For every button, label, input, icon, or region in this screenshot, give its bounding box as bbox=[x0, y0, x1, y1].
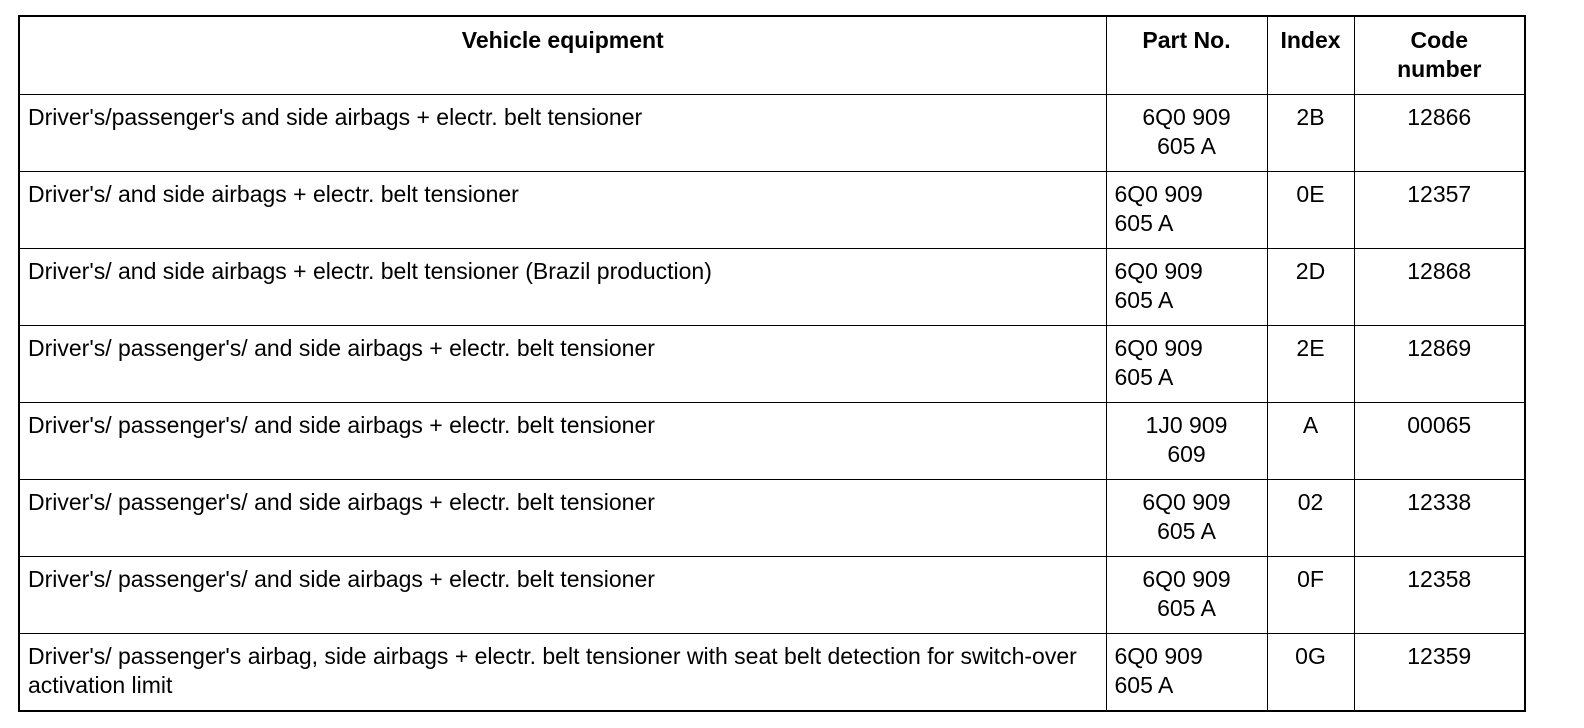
row-index: 0G bbox=[1267, 634, 1354, 711]
row-code-number: 12866 bbox=[1354, 95, 1525, 172]
part-no-line1: 6Q0 909 bbox=[1114, 181, 1203, 207]
equipment-table bbox=[18, 15, 1526, 712]
part-no-line1: 6Q0 909 bbox=[1142, 489, 1231, 515]
header-index: Index bbox=[1267, 16, 1354, 95]
row-code-number: 12357 bbox=[1354, 172, 1525, 249]
row-index: 2E bbox=[1267, 326, 1354, 403]
row-description: Driver's/ passenger's/ and side airbags + electr. belt tensioner bbox=[19, 557, 1106, 634]
row-code-number: 12869 bbox=[1354, 326, 1525, 403]
row-part-no bbox=[1106, 326, 1267, 403]
header-code-number bbox=[1354, 16, 1525, 95]
part-no-line2: 605 A bbox=[1114, 672, 1174, 698]
row-code-number: 12358 bbox=[1354, 557, 1525, 634]
row-code-number: 00065 bbox=[1354, 403, 1525, 480]
row-code-number: 12338 bbox=[1354, 480, 1525, 557]
row-description: Driver's/ passenger's/ and side airbags + electr. belt tensioner bbox=[19, 326, 1106, 403]
part-no-line2: 605 A bbox=[1157, 518, 1216, 544]
row-part-no bbox=[1106, 557, 1267, 634]
header-code-number-line2: number bbox=[1397, 56, 1482, 82]
part-no-line1: 6Q0 909 bbox=[1114, 258, 1203, 284]
row-description: Driver's/ passenger's/ and side airbags + electr. belt tensioner bbox=[19, 480, 1106, 557]
part-no-line2: 609 bbox=[1167, 441, 1206, 467]
row-part-no bbox=[1106, 634, 1267, 711]
table-row bbox=[19, 249, 1525, 326]
row-code-number: 12359 bbox=[1354, 634, 1525, 711]
row-code-number: 12868 bbox=[1354, 249, 1525, 326]
table-row bbox=[19, 95, 1525, 172]
row-description: Driver's/passenger's and side airbags + electr. belt tensioner bbox=[19, 95, 1106, 172]
row-part-no bbox=[1106, 172, 1267, 249]
row-index: A bbox=[1267, 403, 1354, 480]
part-no-line1: 6Q0 909 bbox=[1114, 335, 1203, 361]
part-no-line2: 605 A bbox=[1114, 210, 1174, 236]
row-description: Driver's/ passenger's/ and side airbags + electr. belt tensioner bbox=[19, 403, 1106, 480]
row-index: 2B bbox=[1267, 95, 1354, 172]
row-part-no bbox=[1106, 249, 1267, 326]
header-vehicle-equipment: Vehicle equipment bbox=[19, 16, 1106, 95]
table-header-row bbox=[19, 16, 1525, 95]
row-part-no bbox=[1106, 403, 1267, 480]
table-row bbox=[19, 634, 1525, 711]
row-description: Driver's/ and side airbags + electr. belt tensioner bbox=[19, 172, 1106, 249]
row-description: Driver's/ passenger's airbag, side airbags + electr. belt tensioner with seat belt detection for switch-over activation limit bbox=[19, 634, 1106, 711]
row-part-no bbox=[1106, 95, 1267, 172]
header-part-no: Part No. bbox=[1106, 16, 1267, 95]
row-index: 2D bbox=[1267, 249, 1354, 326]
row-index: 0E bbox=[1267, 172, 1354, 249]
part-no-line2: 605 A bbox=[1114, 287, 1174, 313]
table-row bbox=[19, 557, 1525, 634]
header-code-number-line1: Code bbox=[1410, 27, 1468, 53]
row-description: Driver's/ and side airbags + electr. belt tensioner (Brazil production) bbox=[19, 249, 1106, 326]
table-row bbox=[19, 326, 1525, 403]
part-no-line1: 6Q0 909 bbox=[1142, 104, 1231, 130]
part-no-line2: 605 A bbox=[1114, 364, 1174, 390]
table-row bbox=[19, 403, 1525, 480]
row-index: 02 bbox=[1267, 480, 1354, 557]
row-part-no bbox=[1106, 480, 1267, 557]
row-index: 0F bbox=[1267, 557, 1354, 634]
part-no-line2: 605 A bbox=[1157, 133, 1216, 159]
part-no-line1: 6Q0 909 bbox=[1142, 566, 1231, 592]
part-no-line2: 605 A bbox=[1157, 595, 1216, 621]
part-no-line1: 6Q0 909 bbox=[1114, 643, 1203, 669]
table-row bbox=[19, 480, 1525, 557]
table-row bbox=[19, 172, 1525, 249]
part-no-line1: 1J0 909 bbox=[1145, 412, 1228, 438]
